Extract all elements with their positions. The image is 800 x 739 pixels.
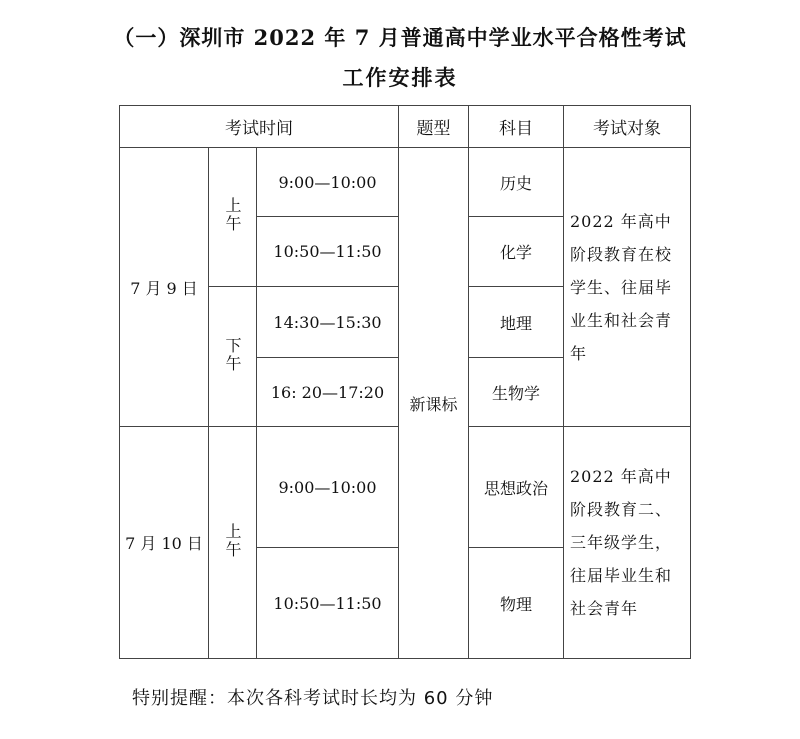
am-label: 上午 — [223, 197, 242, 233]
subject-cell: 生物学 — [469, 358, 564, 427]
target-cell: 2022 年高中阶段教育在校学生、往届毕业生和社会青年 — [564, 148, 691, 427]
document-title: （一）深圳市 2022 年 7 月普通高中学业水平合格性考试 — [113, 25, 687, 50]
subject-cell: 思想政治 — [469, 427, 564, 548]
header-subject: 科目 — [469, 106, 564, 148]
subject-cell: 历史 — [469, 148, 564, 217]
header-type: 题型 — [399, 106, 469, 148]
time-cell: 10:50—11:50 — [257, 548, 399, 659]
am-cell — [209, 148, 257, 287]
pm-label: 下午 — [223, 336, 242, 373]
subject-cell: 化学 — [469, 217, 564, 287]
header-target: 考试对象 — [564, 106, 691, 148]
exam-type-cell: 新课标 — [399, 148, 469, 659]
exam-schedule-table — [119, 105, 691, 659]
document-subtitle: 工作安排表 — [342, 65, 458, 90]
date-cell: 7 月 10 日 — [120, 427, 209, 659]
am-label: 上午 — [223, 522, 242, 559]
time-cell: 9:00—10:00 — [257, 427, 399, 548]
time-cell: 10:50—11:50 — [257, 217, 399, 287]
table-header-row — [120, 106, 691, 148]
pm-cell — [209, 287, 257, 427]
header-time: 考试时间 — [120, 106, 399, 148]
target-cell: 2022 年高中阶段教育二、三年级学生，往届毕业生和社会青年 — [564, 427, 691, 659]
time-cell: 9:00—10:00 — [257, 148, 399, 217]
date-cell: 7 月 9 日 — [120, 148, 209, 427]
table-row — [120, 148, 691, 217]
time-cell: 14:30—15:30 — [257, 287, 399, 358]
special-reminder-note: 特别提醒：本次各科考试时长均为 60 分钟 — [132, 688, 494, 709]
am-cell — [209, 427, 257, 659]
subject-cell: 物理 — [469, 548, 564, 659]
time-cell: 16: 20—17:20 — [257, 358, 399, 427]
subject-cell: 地理 — [469, 287, 564, 358]
